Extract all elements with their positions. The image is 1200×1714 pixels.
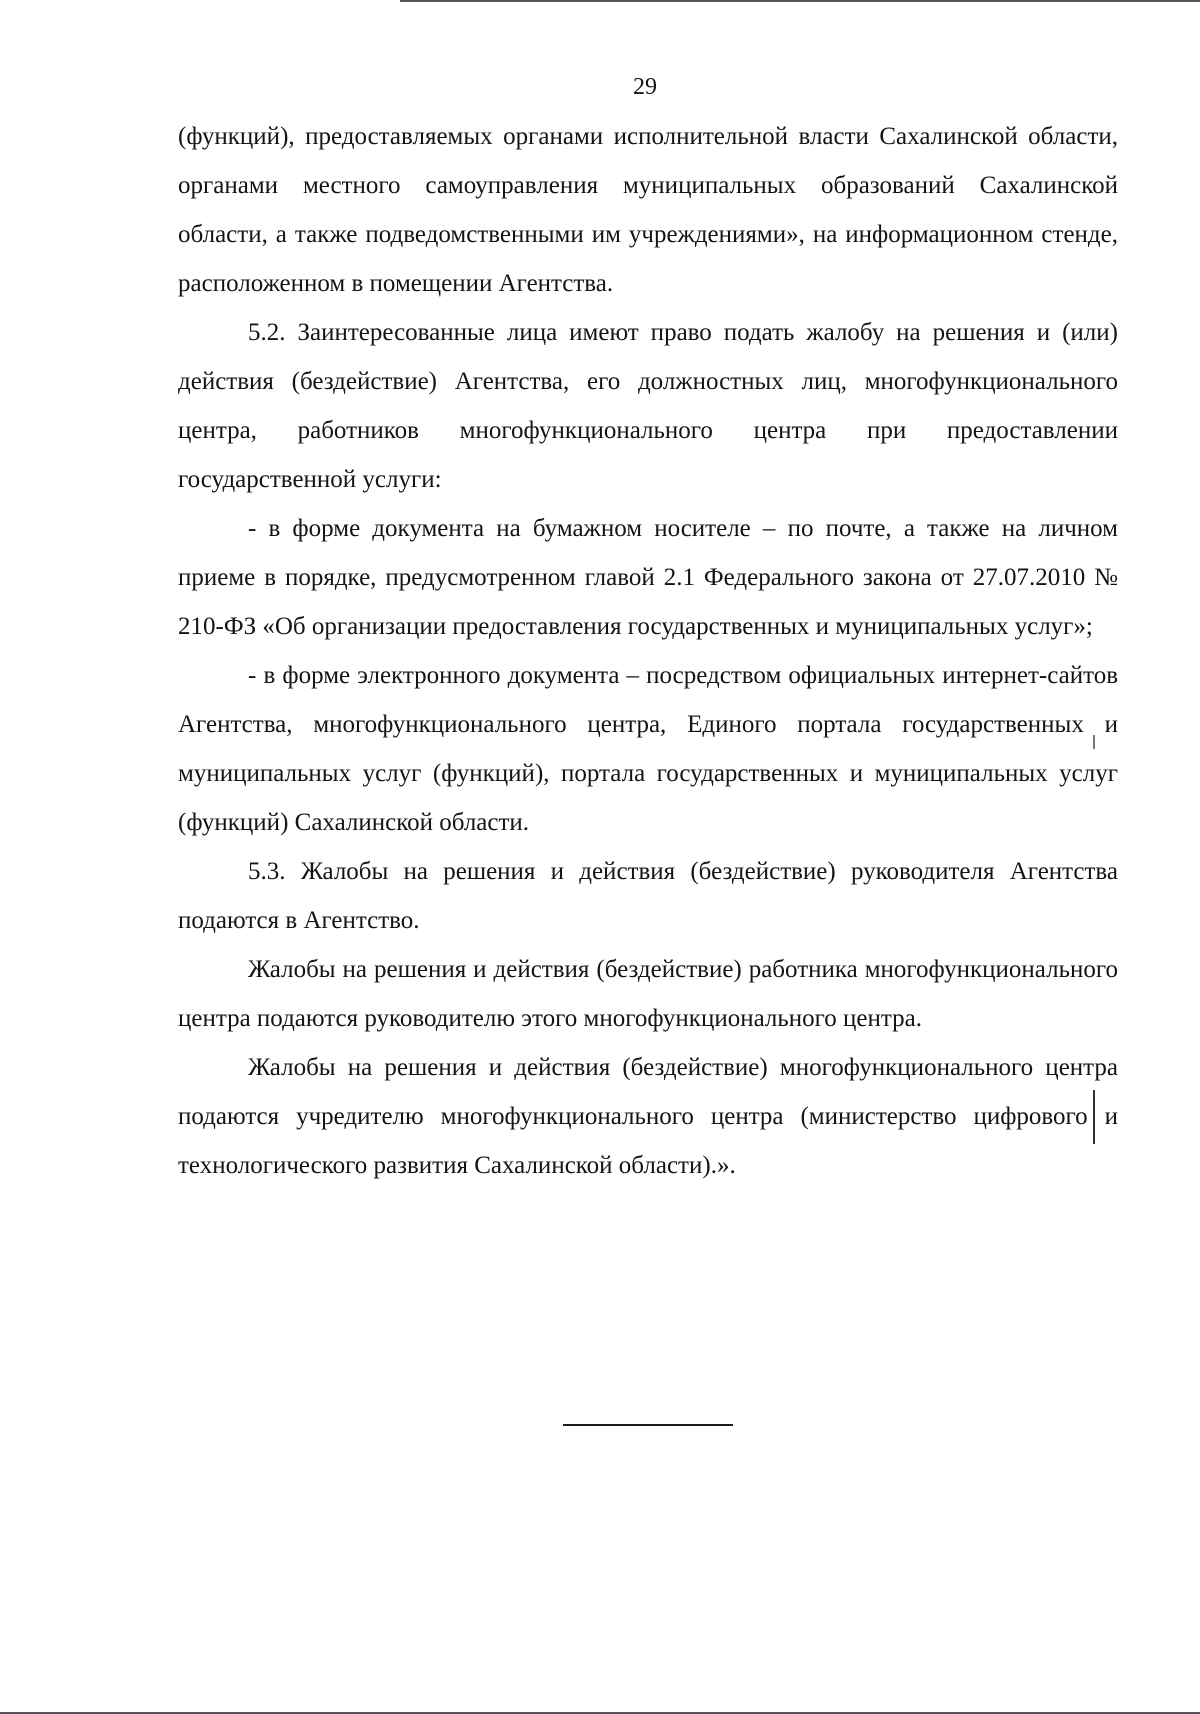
end-of-text-rule — [563, 1424, 733, 1426]
paragraph: (функций), предоставляемых органами исполнительной власти Сахалинской области, органами местного самоуправления муниципальных образований Сахалинской области, а также подведомственными им учреждениями», на информационном стенде, расположенном в помещении Агентства. — [178, 123, 1118, 297]
page-number: 29 — [633, 74, 657, 100]
paragraph: 5.3. Жалобы на решения и действия (бездействие) руководителя Агентства подаются в Агентство. — [178, 858, 1118, 934]
document-body — [178, 112, 1118, 1190]
paragraph: Жалобы на решения и действия (бездействие) работника многофункционального центра подаются руководителю этого многофункционального центра. — [178, 956, 1118, 1032]
paragraph: - в форме электронного документа – посредством официальных интернет-сайтов Агентства, многофункционального центра, Единого портала государственных и муниципальных услуг (функций), портала государственных и муниципальных услуг (функций) Сахалинской области. — [178, 662, 1118, 836]
scan-border-top — [400, 0, 1200, 2]
paragraph: 5.2. Заинтересованные лица имеют право подать жалобу на решения и (или) действия (бездействие) Агентства, его должностных лиц, многофункционального центра, работников многофункционального центра при предоставлении государственной услуги: — [178, 319, 1118, 493]
paragraph: Жалобы на решения и действия (бездействие) многофункционального центра подаются учредителю многофункционального центра (министерство цифрового и технологического развития Сахалинской области).». — [178, 1054, 1118, 1179]
paragraph: - в форме документа на бумажном носителе – по почте, а также на личном приеме в порядке, предусмотренном главой 2.1 Федерального закона от 27.07.2010 № 210-ФЗ «Об организации предоставления государственных и муниципальных услуг»; — [178, 515, 1118, 640]
